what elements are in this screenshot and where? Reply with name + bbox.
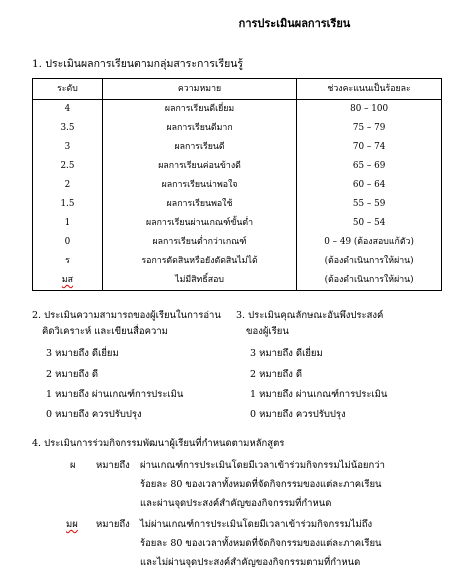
range-cell: (ต้องดำเนินการให้ผ่าน) (297, 252, 442, 271)
fail-line1: ไม่ผ่านเกณฑ์การประเมินโดยมีเวลาเข้าร่วมกิจกรรมไม่ถึง (140, 519, 373, 530)
section3-heading-line2: ของผู้เรียน (246, 326, 289, 337)
table-row (33, 214, 442, 233)
level-cell: 1 (33, 214, 103, 233)
meaning-cell: ผลการเรียนผ่านเกณฑ์ขั้นต่ำ (102, 214, 296, 233)
table-row (33, 233, 442, 252)
fail-line2: ร้อยละ 80 ของเวลาทั้งหมดที่จัดกิจกรรมของแต่ละภาคเรียน (140, 538, 382, 549)
section3-item: 1 หมายถึง ผ่านเกณฑ์การประเมิน (250, 389, 388, 400)
range-cell: 55 – 59 (297, 195, 442, 214)
level-cell: 3.5 (33, 119, 103, 138)
meaning-cell: ผลการเรียนดีเยี่ยม (102, 100, 296, 120)
table-row (33, 252, 442, 271)
pass-means: หมายถึง (96, 460, 130, 471)
pass-line1: ผ่านเกณฑ์การประเมินโดยมีเวลาเข้าร่วมกิจกรรมไม่น้อยกว่า (140, 460, 385, 471)
level-cell: 2 (33, 176, 103, 195)
fail-line3: และไม่ผ่านจุดประสงค์สำคัญของกิจกรรมตามที่กำหนด (140, 557, 361, 568)
level-cell: 2.5 (33, 157, 103, 176)
range-cell: 65 – 69 (297, 157, 442, 176)
meaning-cell: ผลการเรียนดีมาก (102, 119, 296, 138)
range-cell: 0 – 49 (ต้องสอบแก้ตัว) (297, 233, 442, 252)
page-title: การประเมินผลการเรียน (238, 17, 351, 30)
table-row (33, 100, 442, 120)
header-level: ระดับ (33, 79, 103, 100)
fail-means: หมายถึง (96, 519, 130, 530)
level-cell: 4 (33, 100, 103, 120)
section2-item: 2 หมายถึง ดี (46, 369, 99, 380)
table-row (33, 119, 442, 138)
meaning-cell: รอการตัดสินหรือยังตัดสินไม่ได้ (102, 252, 296, 271)
table-row (33, 195, 442, 214)
section2-item: 0 หมายถึง ควรปรับปรุง (46, 409, 142, 420)
table-row (33, 138, 442, 157)
level-cell: ร (33, 252, 103, 271)
grade-table (32, 78, 442, 291)
pass-line3: และผ่านจุดประสงค์สำคัญของกิจกรรมที่กำหนด (140, 498, 332, 509)
range-cell: (ต้องดำเนินการให้ผ่าน) (297, 271, 442, 291)
header-meaning: ความหมาย (102, 79, 296, 100)
fail-code: มผ (66, 519, 78, 530)
section3-heading-line1: 3. ประเมินคุณลักษณะอันพึงประสงค์ (236, 310, 384, 321)
section3-item: 2 หมายถึง ดี (250, 369, 303, 380)
section2-heading-line2: คิดวิเคราะห์ และเขียนสื่อความ (42, 326, 168, 337)
range-cell: 70 – 74 (297, 138, 442, 157)
section3-item: 3 หมายถึง ดีเยี่ยม (250, 348, 323, 359)
meaning-cell: ผลการเรียนน่าพอใจ (102, 176, 296, 195)
section2-item: 1 หมายถึง ผ่านเกณฑ์การประเมิน (46, 389, 184, 400)
section2-item: 3 หมายถึง ดีเยี่ยม (46, 348, 119, 359)
level-cell: 0 (33, 233, 103, 252)
meaning-cell: ผลการเรียนดี (102, 138, 296, 157)
header-range: ช่วงคะแนนเป็นร้อยละ (297, 79, 442, 100)
section1-heading: 1. ประเมินผลการเรียนตามกลุ่มสาระการเรียนรู้ (32, 58, 244, 70)
section4-heading: 4. ประเมินการร่วมกิจกรรมพัฒนาผู้เรียนที่กำหนดตามหลักสูตร (32, 438, 285, 449)
pass-code: ผ (70, 460, 76, 471)
table-row (33, 157, 442, 176)
level-cell: 1.5 (33, 195, 103, 214)
pass-line2: ร้อยละ 80 ของเวลาทั้งหมดที่จัดกิจกรรมของแต่ละภาคเรียน (140, 479, 382, 490)
meaning-cell: ผลการเรียนต่ำกว่าเกณฑ์ (102, 233, 296, 252)
meaning-cell: ผลการเรียนพอใช้ (102, 195, 296, 214)
meaning-cell: ไม่มีสิทธิ์สอบ (102, 271, 296, 291)
level-cell: มส (33, 271, 103, 291)
range-cell: 80 – 100 (297, 100, 442, 120)
level-cell: 3 (33, 138, 103, 157)
range-cell: 75 – 79 (297, 119, 442, 138)
section3-item: 0 หมายถึง ควรปรับปรุง (250, 409, 346, 420)
range-cell: 50 – 54 (297, 214, 442, 233)
grade-table-header (33, 79, 442, 100)
section2-heading-line1: 2. ประเมินความสามารถของผู้เรียนในการอ่าน (32, 310, 221, 321)
range-cell: 60 – 64 (297, 176, 442, 195)
table-row (33, 176, 442, 195)
table-row (33, 271, 442, 291)
meaning-cell: ผลการเรียนค่อนข้างดี (102, 157, 296, 176)
